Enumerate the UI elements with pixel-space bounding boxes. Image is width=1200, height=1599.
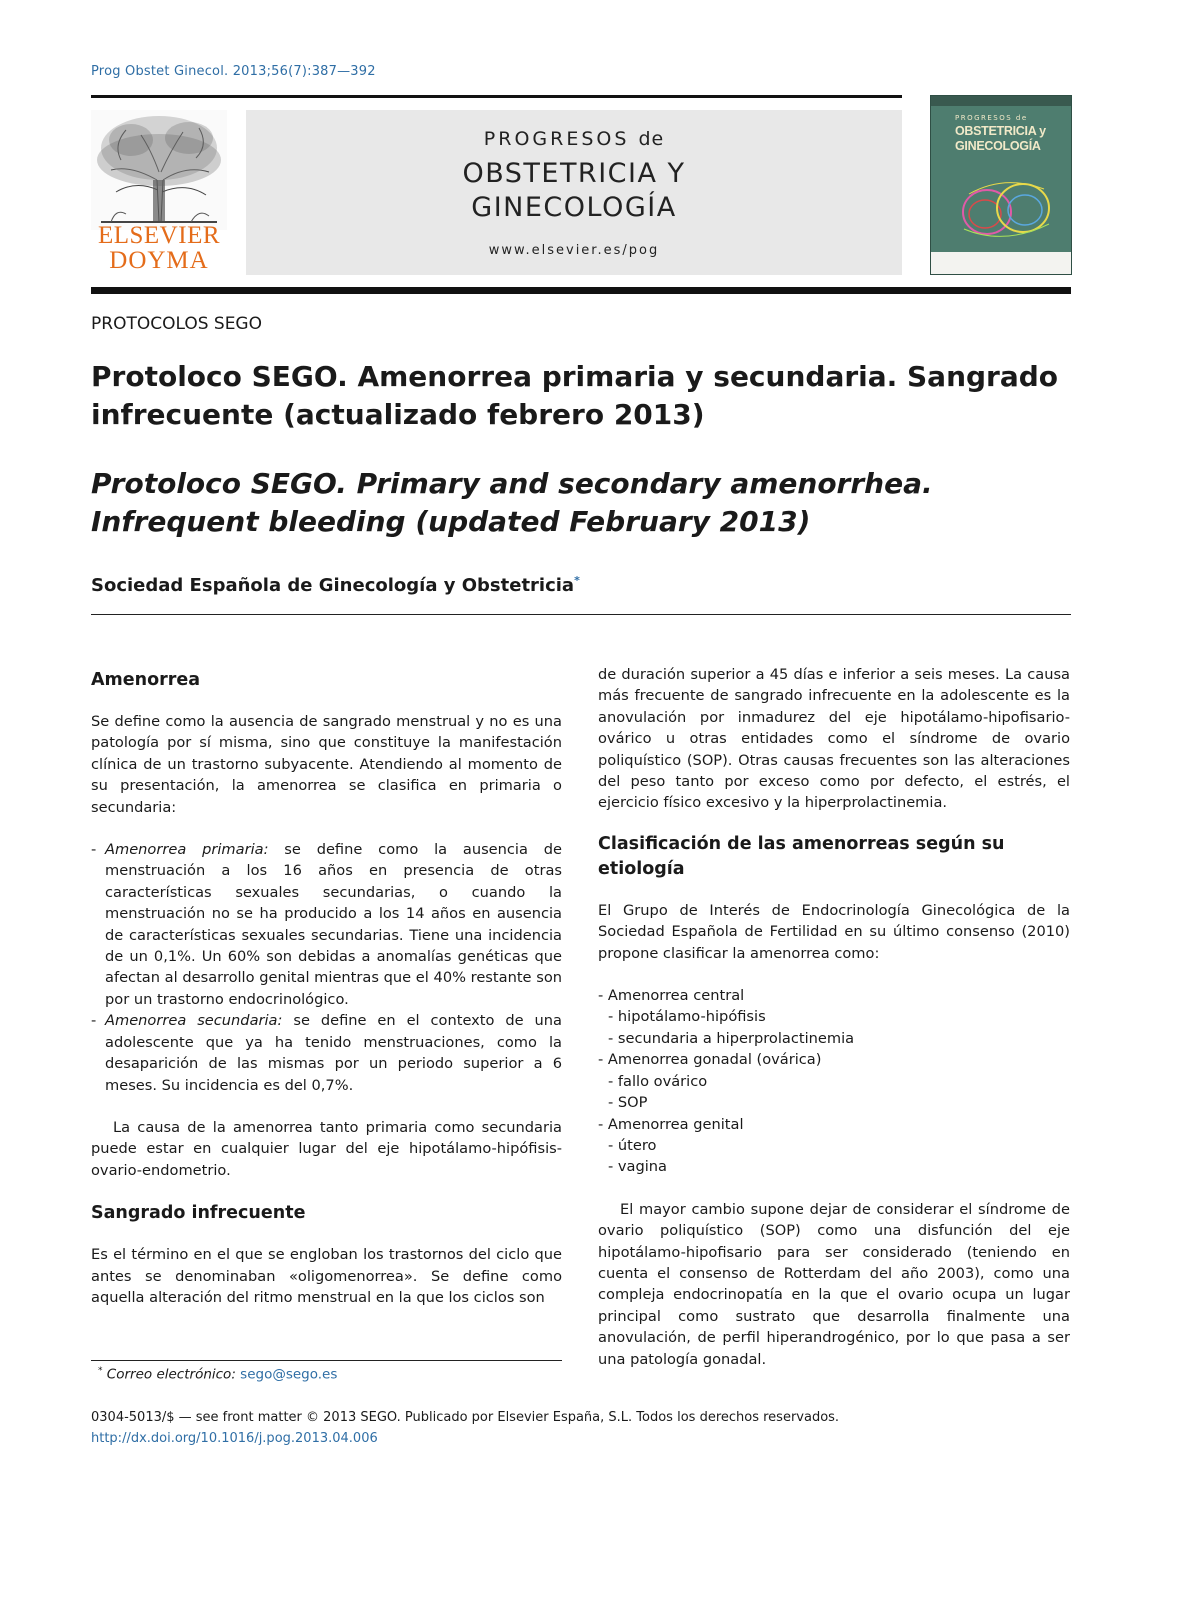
elsevier-logo — [91, 110, 227, 275]
list-item: - SOP — [608, 1094, 648, 1112]
text-amenorrea-primaria: se define como la ausencia de menstruación a los 16 años en presencia de otras características sexuales secundarias, o cuando la menstruación no se ha producido a los 14 años en ausencia de características sexuales secundarias. Tiene una incidencia de un 0,1%. Un 60% son debidas a anomalías genéticas que afectan al desarrollo genital mientras que el 40% restante son por un trastorno endocrinológico. — [105, 841, 562, 1008]
heading-amenorrea: Amenorrea — [91, 670, 201, 690]
journal-url[interactable]: www.elsevier.es/pog — [488, 243, 660, 258]
title-separator-rule — [91, 614, 1071, 615]
journal-title-line3: GINECOLOGÍA — [471, 192, 677, 223]
heading-sangrado-infrecuente: Sangrado infrecuente — [91, 1203, 306, 1224]
cover-art-icon — [949, 174, 1059, 246]
copyright-line: 0304-5013/$ — see front matter © 2013 SEGO. Publicado por Elsevier España, S.L. Todos los derechos reservados. — [91, 1410, 840, 1425]
journal-title-line2: OBSTETRICIA Y — [462, 158, 686, 189]
list-item: - Amenorrea gonadal (ovárica) — [598, 1051, 822, 1069]
header-top-rule — [91, 95, 902, 98]
cover-title-line3: GINECOLOGÍA — [955, 139, 1041, 153]
paragraph-definition: Se define como la ausencia de sangrado menstrual y no es una patología por sí misma, sino que constituye la manifestación clínica de un trastorno subyacente. Atendiendo al momento de su presentación, la amenorrea se clasifica en primaria o secundaria: — [91, 713, 562, 816]
cover-bottom-band — [931, 252, 1071, 274]
section-label: PROTOCOLOS SEGO — [91, 314, 262, 334]
list-item: - Amenorrea secundaria: se define en el contexto de una adolescente que ya ha tenido menstruaciones, como la desaparición de las mismas por un periodo superior a 6 meses. Su incidencia es del 0,7%. — [91, 1012, 562, 1094]
classification-list — [598, 985, 1070, 1178]
footnote-mark: * — [98, 1366, 103, 1376]
paragraph-sangrado: Es el término en el que se engloban los trastornos del ciclo que antes se denominaban «oligomenorrea». Se define como aquella alteración del ritmo menstrual en la que los ciclos son — [91, 1246, 562, 1306]
list-item: - Amenorrea central — [598, 987, 745, 1005]
footnote-email-link[interactable]: sego@sego.es — [240, 1366, 338, 1383]
cover-title-line1: PROGRESOS de — [955, 114, 1028, 122]
author-footnote-mark[interactable]: * — [574, 574, 580, 587]
journal-cover-thumbnail — [930, 95, 1072, 275]
publisher-name-doyma: DOYMA — [109, 247, 209, 274]
journal-progresos: PROGRESOS — [483, 128, 630, 150]
list-item: - Amenorrea primaria: se define como la ausencia de menstruación a los 16 años en presencia de otras características sexuales secundarias, o cuando la menstruación no se ha producido a los 14 años en ausencia de características sexuales secundarias. Tiene una incidencia de un 0,1%. Un 60% son debidas a anomalías genéticas que afectan al desarrollo genital mientras que el 40% restante son por un trastorno endocrinológico. — [91, 841, 562, 1008]
term-amenorrea-secundaria: Amenorrea secundaria: — [105, 1012, 283, 1030]
author-line — [91, 574, 580, 596]
cover-top-band — [931, 96, 1071, 106]
author-name: Sociedad Española de Ginecología y Obstetricia — [91, 575, 575, 596]
doi-link[interactable]: http://dx.doi.org/10.1016/j.pog.2013.04.006 — [91, 1431, 378, 1446]
paragraph-cambio: El mayor cambio supone dejar de considerar el síndrome de ovario poliquístico (SOP) como una disfunción del eje hipotálamo-hipofisario para ser considerado (teniendo en cuenta el consenso de Rotterdam del año 2003), como una compleja endocrinopatía en la que el ovario ocupa un lugar principal como sustrato que desarrolla finalmente una anovulación, de perfil hiperandrogénico, por lo que pasa a ser una patología gonadal. — [598, 1200, 1070, 1368]
header-bottom-rule — [91, 287, 1071, 294]
journal-de: de — [638, 128, 665, 150]
list-item: - secundaria a hiperprolactinemia — [608, 1029, 855, 1047]
footnote — [98, 1366, 337, 1383]
article-title-english: Protoloco SEGO. Primary and secondary amenorrhea. Infrequent bleeding (updated February 2013) — [91, 467, 933, 538]
footnote-label: Correo electrónico: — [106, 1366, 241, 1383]
right-column — [598, 660, 1070, 1370]
article-title-spanish: Protoloco SEGO. Amenorrea primaria y secundaria. Sangrado infrecuente (actualizado febrero 2013) — [91, 360, 1059, 431]
paragraph-cause: La causa de la amenorrea tanto primaria como secundaria puede estar en cualquier lugar del eje hipotálamo-hipófisis-ovario-endometrio. — [91, 1118, 562, 1179]
list-item: - Amenorrea genital — [598, 1115, 744, 1133]
journal-masthead — [246, 110, 902, 275]
footnote-rule — [91, 1360, 562, 1361]
paragraph-grupo: El Grupo de Interés de Endocrinología Ginecológica de la Sociedad Española de Fertilidad en su último consenso (2010) propone clasificar la amenorrea como: — [598, 901, 1070, 962]
text-amenorrea-secundaria: se define en el contexto de una adolescente que ya ha tenido menstruaciones, como la desaparición de las mismas por un periodo superior a 6 meses. Su incidencia es del 0,7%. — [105, 1012, 562, 1094]
list-item: - útero — [608, 1136, 657, 1154]
list-item: - hipotálamo-hipófisis — [608, 1008, 766, 1026]
left-column — [91, 660, 562, 1308]
cover-title-line2: OBSTETRICIA y — [955, 124, 1046, 138]
journal-citation: Prog Obstet Ginecol. 2013;56(7):387—392 — [91, 64, 376, 79]
list-item: - fallo ovárico — [608, 1072, 708, 1090]
journal-title-line1 — [246, 128, 902, 150]
term-amenorrea-primaria: Amenorrea primaria: — [105, 841, 269, 859]
elsevier-tree-icon — [91, 110, 227, 230]
amenorrhea-types-list — [91, 839, 562, 1096]
list-item: - vagina — [608, 1158, 667, 1176]
publisher-name-elsevier: ELSEVIER — [97, 222, 221, 249]
heading-clasificacion: Clasificación de las amenorreas según su etiología — [598, 833, 1005, 879]
paragraph-continuation: de duración superior a 45 días e inferior a seis meses. La causa más frecuente de sangrado infrecuente en la adolescente es la anovulación por inmadurez del eje hipotálamo-hipofisario-ovárico u otras entidades como el síndrome de ovario poliquístico (SOP). Otras causas frecuentes son las alteraciones del peso tanto por exceso como por defecto, el estrés, el ejercicio físico excesivo y la hiperprolactinemia. — [598, 666, 1070, 812]
